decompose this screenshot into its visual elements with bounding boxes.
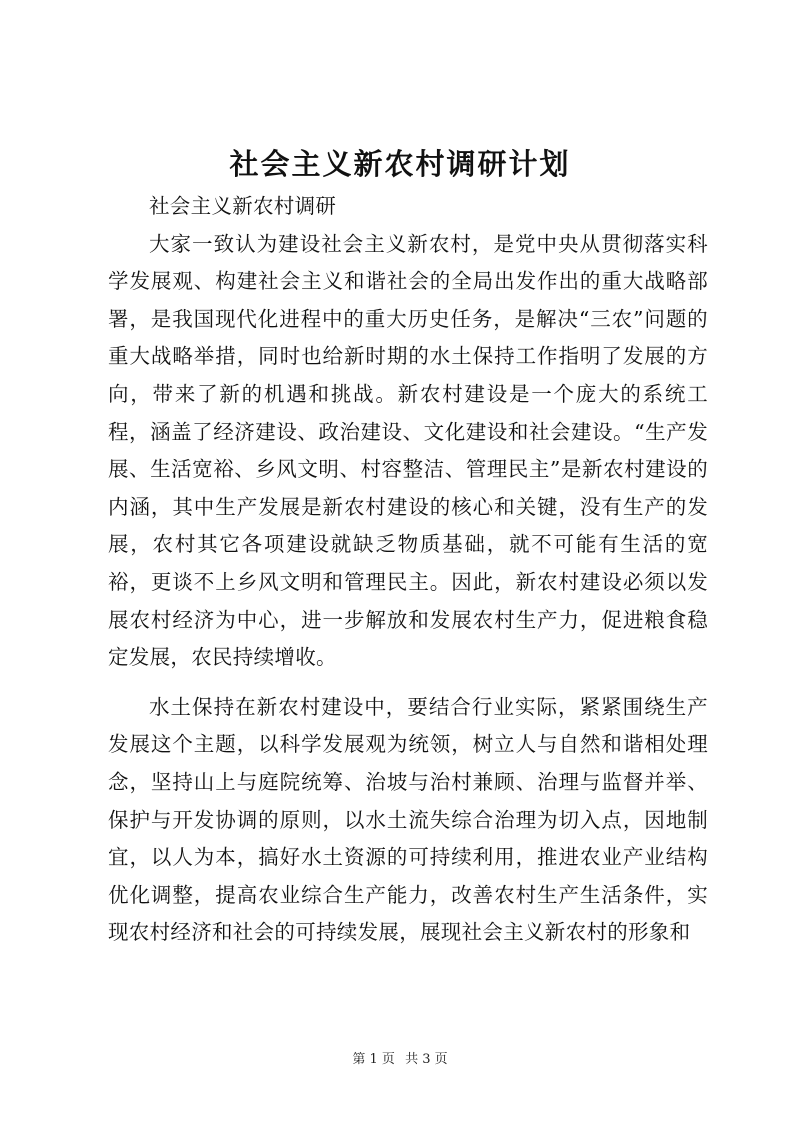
page-number: 第 1 页 (352, 1052, 395, 1067)
page-total: 共 3 页 (405, 1052, 448, 1067)
body-paragraph: 水土保持在新农村建设中，要结合行业实际，紧紧围绕生产发展这个主题，以科学发展观为统领，树立人与自然和谐相处理念，坚持山上与庭院统筹、治坡与治村兼顾、治理与监督并举、保护与开发协调的原则，以水土流失综合治理为切入点，因地制宜，以人为本，搞好水土资源的可持续利用，推进农业产业结构优化调整，提高农业综合生产能力，改善农村生产生活条件，实现农村经济和社会的可持续发展，展现社会主义新农村的形象和 (108, 694, 708, 945)
document-body (108, 188, 708, 952)
body-paragraph: 大家一致认为建设社会主义新农村，是党中央从贯彻落实科学发展观、构建社会主义和谐社会的全局出发作出的重大战略部署，是我国现代化进程中的重大历史任务，是解决“三农”问题的重大战略举措，同时也给新时期的水土保持工作指明了发展的方向，带来了新的机遇和挑战。新农村建设是一个庞大的系统工程，涵盖了经济建设、政治建设、文化建设和社会建设。“生产发展、生活宽裕、乡风文明、村容整洁、管理民主”是新农村建设的内涵，其中生产发展是新农村建设的核心和关键，没有生产的发展，农村其它各项建设就缺乏物质基础，就不可能有生活的宽裕，更谈不上乡风文明和管理民主。因此，新农村建设必须以发展农村经济为中心，进一步解放和发展农村生产力，促进粮食稳定发展，农民持续增收。 (108, 231, 708, 670)
page-footer (0, 1050, 800, 1070)
document-title: 社会主义新农村调研计划 (229, 147, 571, 181)
document-subtitle: 社会主义新农村调研 (149, 194, 337, 218)
